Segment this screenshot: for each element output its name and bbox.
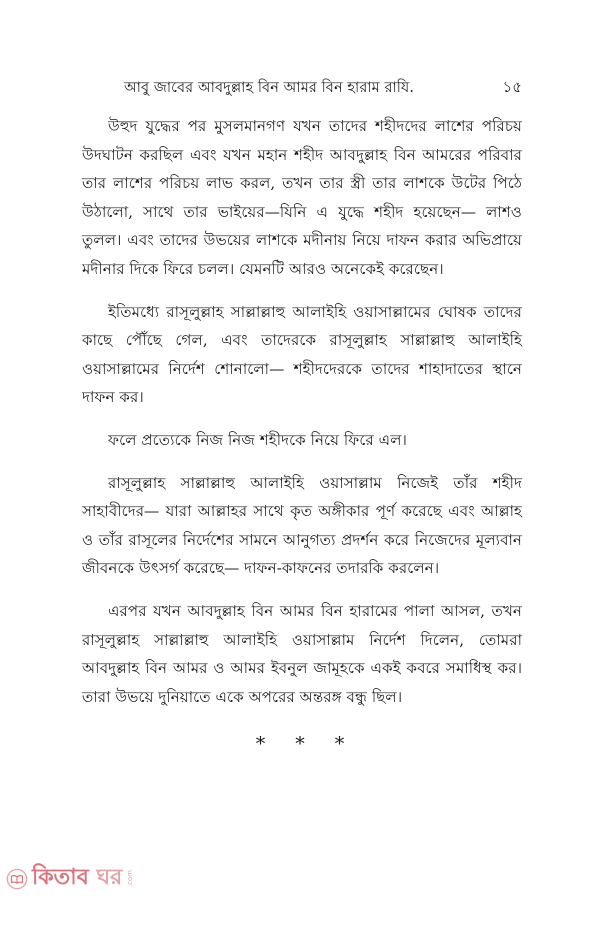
running-header xyxy=(82,76,522,98)
paragraph-1: উহুদ যুদ্ধের পর মুসলমানগণ যখন তাদের শহীদদের লাশের পরিচয় উদঘাটন করছিল এবং যখন মহান শহীদ আবদুল্লাহ বিন আমরের পরিবার তার লাশের পরিচয় লাভ করল, তখন তার স্ত্রী তার লাশকে উটের পিঠে উঠালো, সাথে তার ভাইয়ের—যিনি এ যুদ্ধে শহীদ হয়েছেন— লাশও তুলল। এবং তাদের উভয়ের লাশকে মদীনায় নিয়ে দাফন করার অভিপ্রায়ে মদীনার দিকে ফিরে চলল। যেমনটি আরও অনেকেই করেছেন। xyxy=(82,117,522,278)
section-separator: * * * xyxy=(255,733,357,755)
paragraph-4: রাসূলুল্লাহ সাল্লাল্লাহু আলাইহি ওয়াসাল্লাম নিজেই তাঁর শহীদ সাহাবীদের— যারা আল্লাহর সাথে কৃত অঙ্গীকার পূর্ণ করেছে এবং আল্লাহ ও তাঁর রাসূলের নির্দেশের সামনে আনুগত্য প্রদর্শন করে নিজেদের মূল্যবান জীবনকে উৎসর্গ করেছে— দাফন-কাফনের তদারকি করলেন। xyxy=(82,473,522,578)
watermark-part1: কিতাব xyxy=(32,865,89,890)
watermark-logo xyxy=(6,860,134,897)
paragraph-2: ইতিমধ্যে রাসূলুল্লাহ সাল্লাল্লাহু আলাইহি ওয়াসাল্লামের ঘোষক তাদের কাছে পৌঁছে গেল, এবং তাদেরকে রাসূলুল্লাহ সাল্লাল্লাহু আলাইহি ওয়াসাল্লামের নির্দেশ শোনালো— শহীদদেরকে তাদের শাহাদাতের স্থানে দাফন কর। xyxy=(82,302,522,407)
body-text xyxy=(82,112,522,725)
watermark-suffix: .com xyxy=(126,869,135,888)
watermark-part2: ঘর xyxy=(96,865,123,890)
paragraph-3: ফলে প্রত্যেকে নিজ নিজ শহীদকে নিয়ে ফিরে এল। xyxy=(108,430,407,449)
watermark-text xyxy=(32,860,122,897)
running-header-title: আবু জাবের আবদুল্লাহ বিন আমর বিন হারাম রাযি. xyxy=(124,80,415,96)
book-logo-icon xyxy=(6,868,28,890)
page-number: ১৫ xyxy=(502,78,522,96)
paragraph-5: এরপর যখন আবদুল্লাহ বিন আমর বিন হারামের পালা আসল, তখন রাসূলুল্লাহ সাল্লাল্লাহু আলাইহি ওয়াসাল্লাম নির্দেশ দিলেন, তোমরা আবদুল্লাহ বিন আমর ও আমর ইবনুল জামূহকে একই কবরে সমাধিস্থ কর। তারা উভয়ে দুনিয়াতে একে অপরের অন্তরঙ্গ বন্ধু ছিল। xyxy=(82,601,522,706)
